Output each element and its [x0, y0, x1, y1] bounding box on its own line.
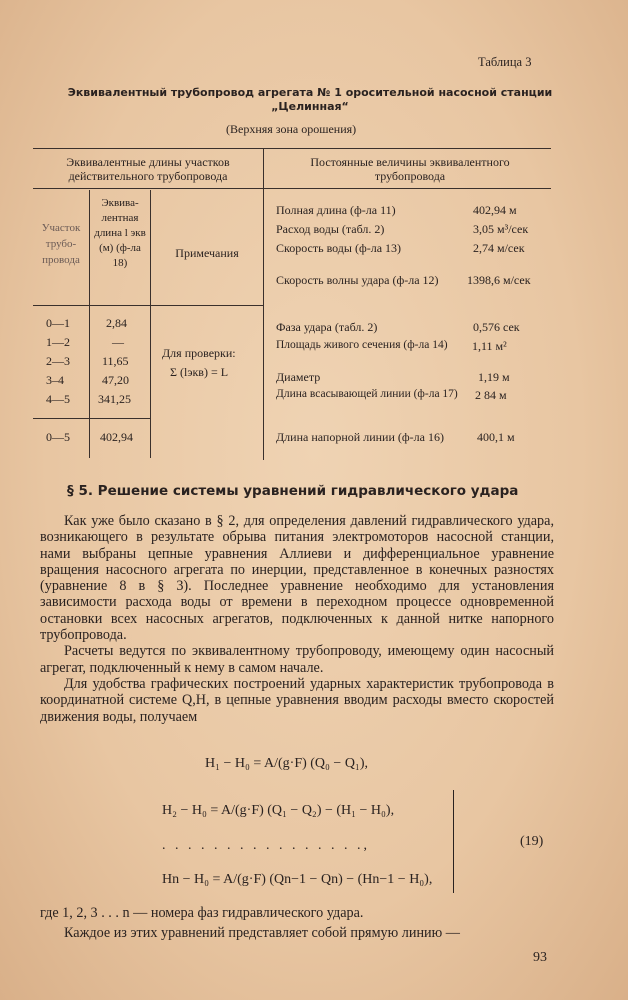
table-header-rule [33, 188, 551, 189]
row-section: 4—5 [46, 392, 70, 406]
constant-value: 1,19 м [478, 370, 510, 384]
paragraph: Расчеты ведутся по эквивалентному трубопроводу, имеющему один насосный агрегат, подключенный к нему в самом начале. [40, 643, 554, 676]
constant-label: Полная длина (ф-ла 11) [276, 203, 396, 217]
col-notes-header: Примечания [175, 246, 239, 260]
equation-n: Hn − H₀ = A/(g·F) (Qn−1 − Qn) − (Hn−1 − H₀), [162, 872, 433, 887]
col-length-header: Эквива-лентная длина l экв (м) (ф-ла 18) [94, 197, 146, 269]
constant-value: 1,11 м² [472, 339, 507, 353]
body-text [40, 513, 554, 725]
section-heading: § 5. Решение системы уравнений гидравлического удара [67, 483, 519, 499]
row-length: 11,65 [102, 354, 129, 368]
note-line1: Для проверки: [162, 346, 236, 360]
table-subheader-rule [33, 305, 263, 306]
table-subtitle: (Верхняя зона орошения) [226, 122, 357, 136]
col-section-header: Участок трубо-провода [41, 222, 81, 266]
table-top-rule [33, 148, 551, 149]
row-section: 2—3 [46, 354, 70, 368]
constant-value: 2,74 м/сек [473, 241, 525, 255]
paragraph: Для удобства графических построений ударных характеристик трубопровода в координатной системе Q,H, в цепные уравнения вводим расходы вместо скоростей движения воды, получаем [40, 675, 554, 725]
after-text-2: Каждое из этих уравнений представляет собой прямую линию — [64, 925, 460, 941]
equation-number: (19) [520, 834, 544, 849]
constant-label: Фаза удара (табл. 2) [276, 320, 378, 334]
right-group-header: Постоянные величины эквивалентного трубопровода [310, 155, 510, 183]
row-length: 2,84 [106, 316, 127, 330]
row-section: 1—2 [46, 335, 70, 349]
constant-value: 2 84 м [475, 388, 507, 402]
row-section: 0—1 [46, 316, 70, 330]
table-total-rule [33, 418, 150, 419]
equation-2: H₂ − H₀ = A/(g·F) (Q₁ − Q₂) − (H₁ − H₀), [162, 803, 395, 818]
table-col-divider [150, 190, 151, 458]
constant-value: 402,94 м [473, 203, 517, 217]
constant-label: Диаметр [276, 370, 321, 384]
constant-value: 3,05 м³/сек [473, 222, 529, 236]
constant-value: 1398,6 м/сек [467, 273, 531, 287]
note-line2: Σ (lэкв) = L [170, 365, 229, 379]
table-title: Эквивалентный трубопровод агрегата № 1 оросительной насосной станции „Целинная“ [67, 86, 553, 113]
table-label: Таблица 3 [478, 55, 532, 69]
constant-label: Расход воды (табл. 2) [276, 222, 385, 236]
table-main-divider [263, 148, 264, 460]
total-length: 402,94 [100, 430, 133, 444]
row-length: 47,20 [102, 373, 129, 387]
total-section: 0—5 [46, 430, 70, 444]
equation-dots: . . . . . . . . . . . . . . . ., [162, 838, 370, 853]
constant-label: Скорость воды (ф-ла 13) [276, 241, 402, 255]
equation-1: H₁ − H₀ = A/(g·F) (Q₀ − Q₁), [205, 756, 368, 771]
row-length: 341,25 [98, 392, 131, 406]
row-length: — [112, 335, 124, 349]
row-section: 3–4 [46, 373, 64, 387]
constant-value: 400,1 м [477, 430, 515, 444]
constant-label: Скорость волны удара (ф-ла 12) [276, 273, 439, 287]
constant-value: 0,576 сек [473, 320, 520, 334]
page-number: 93 [533, 950, 547, 965]
constant-label: Длина всасывающей линии (ф-ла 17) [276, 388, 458, 400]
constant-label: Длина напорной линии (ф-ла 16) [276, 430, 444, 444]
equation-brace [445, 790, 454, 893]
left-group-header: Эквивалентные длины участков действительного трубопровода [66, 155, 230, 183]
after-text-1: где 1, 2, 3 . . . n — номера фаз гидравлического удара. [40, 905, 364, 921]
paragraph: Как уже было сказано в § 2, для определения давлений гидравлического удара, возникающего в результате обрыва питания электромоторов насосной станции, нами выбраны цепные уравнения Аллиеви и дифференциальное уравнение вращения насосного агрегата по инерции, представленное в конечных разностях (уравнение 8 в § 3). Последнее уравнение необходимо для установления зависимости расхода воды от времени в переходном процессе одновременной остановки всех насосных агрегатов, подключенных к данной нитке напорного трубопровода. [40, 513, 554, 644]
constant-label: Площадь живого сечения (ф-ла 14) [276, 339, 448, 351]
